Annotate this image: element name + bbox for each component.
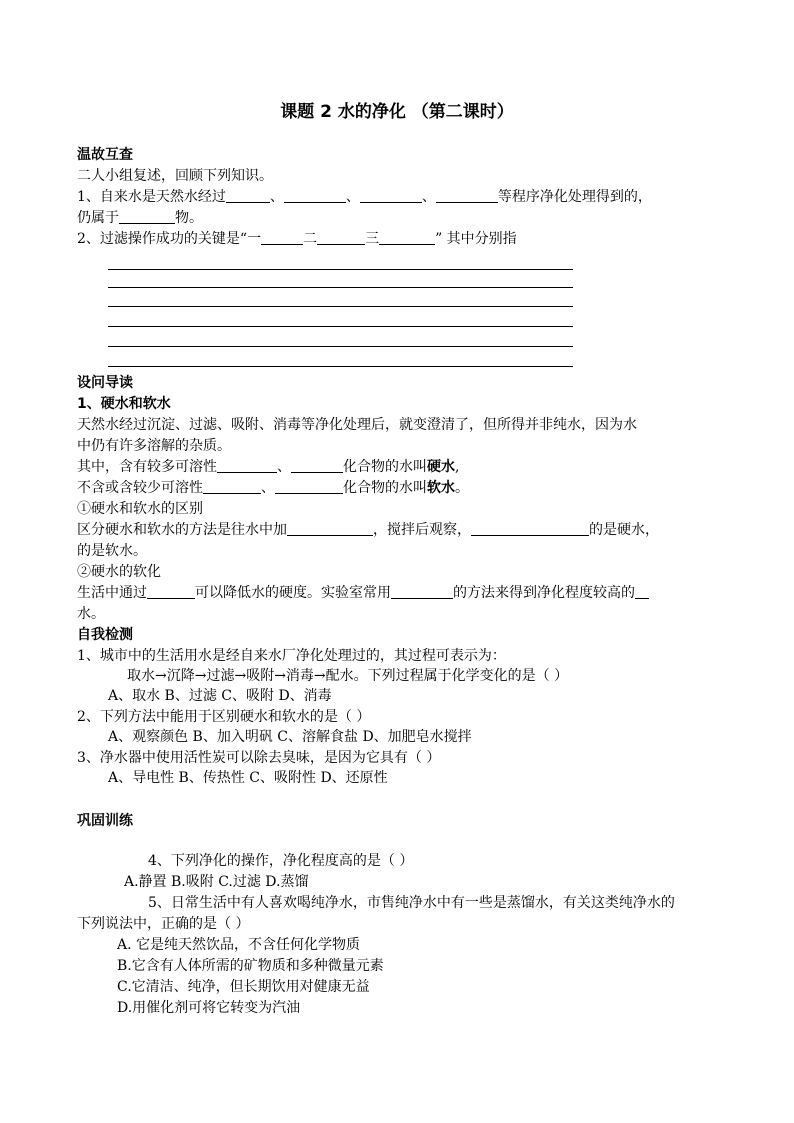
- distinguish-method: [77, 521, 659, 539]
- review-question-1: [77, 188, 652, 206]
- answer-blank[interactable]: [471, 521, 589, 536]
- softening-method: [77, 584, 649, 602]
- practice-q5-option-d[interactable]: D.用催化剂可将它转变为汽油: [117, 1000, 301, 1016]
- selfcheck-q3: 3、净水器中使用活性炭可以除去臭味，是因为它具有（ ）: [77, 750, 441, 766]
- answer-blank[interactable]: [291, 458, 343, 473]
- answer-blank[interactable]: [436, 188, 498, 203]
- hard-water-definition: [77, 458, 459, 476]
- q2-text-a: 2、过滤操作成功的关键是“一: [77, 231, 262, 247]
- guide-subheading: 1、硬水和软水: [77, 396, 171, 412]
- soft-water-term: 软水: [427, 480, 455, 496]
- page-title: 课题 2 水的净化 （第二课时）: [280, 102, 514, 122]
- q2-text-b: 二: [303, 231, 318, 247]
- answer-blank[interactable]: [360, 188, 422, 203]
- q1-text-a: 1、自来水是天然水经过: [77, 189, 226, 205]
- guide-paragraph-cont: 中仍有许多溶解的杂质。: [77, 438, 231, 454]
- answer-line[interactable]: [108, 346, 573, 347]
- answer-blank[interactable]: [284, 188, 346, 203]
- hard-text-a: 其中，含有较多可溶性: [77, 459, 217, 475]
- hard-water-term: 硬水: [427, 459, 455, 475]
- softening-method-cont: 水。: [77, 606, 105, 622]
- answer-line[interactable]: [108, 287, 573, 288]
- dist-text-a: 区分硬水和软水的方法是往水中加: [77, 522, 287, 538]
- answer-blank[interactable]: [119, 209, 175, 224]
- practice-q5-option-c[interactable]: C.它清洁、纯净，但长期饮用对健康无益: [117, 979, 370, 995]
- review-heading: 温故互查: [77, 147, 133, 163]
- practice-q4: 4、下列净化的操作，净化程度高的是（ ）: [148, 853, 414, 869]
- selfcheck-q1-process: 取水→沉降→过滤→吸附→消毒→配水。下列过程属于化学变化的是（ ）: [127, 668, 569, 684]
- selfcheck-q3-options[interactable]: A、导电性 B、传热性 C、吸附性 D、还原性: [108, 770, 388, 786]
- answer-blank[interactable]: [391, 584, 453, 599]
- answer-blank[interactable]: [379, 230, 435, 245]
- answer-blank[interactable]: [275, 479, 343, 494]
- dist-text-b: ，搅拌后观察，: [373, 522, 471, 538]
- section-hard-water-softening: ②硬水的软化: [77, 564, 161, 580]
- distinguish-method-cont: 的是软水。: [77, 543, 147, 559]
- soft-water-definition: [77, 479, 469, 497]
- q1-sep: 、: [345, 189, 360, 205]
- q1-text-c: 仍属于: [77, 210, 119, 226]
- hard-end: ,: [455, 459, 460, 475]
- answer-blank[interactable]: [287, 521, 373, 536]
- hard-text-b: 化合物的水叫: [343, 459, 427, 475]
- answer-line[interactable]: [108, 306, 573, 307]
- practice-q5-option-a[interactable]: A. 它是纯天然饮品，不含任何化学物质: [117, 937, 361, 953]
- practice-q5: 5、日常生活中有人喜欢喝纯净水，市售纯净水中有一些是蒸馏水，有关这类纯净水的: [148, 895, 675, 911]
- answer-line[interactable]: [108, 366, 573, 367]
- selfcheck-q2: 2、下列方法中能用于区别硬水和软水的是（ ）: [77, 709, 371, 725]
- practice-heading: 巩固训练: [77, 813, 133, 829]
- answer-blank[interactable]: [261, 230, 303, 245]
- selfcheck-heading: 自我检测: [77, 627, 133, 643]
- answer-line[interactable]: [108, 326, 573, 327]
- selfcheck-q2-options[interactable]: A、观察颜色 B、加入明矾 C、溶解食盐 D、加肥皂水搅拌: [108, 729, 472, 745]
- answer-line[interactable]: [108, 269, 573, 270]
- answer-blank[interactable]: [217, 458, 277, 473]
- hard-sep: 、: [277, 459, 291, 475]
- q2-text-d: ” 其中分别指: [435, 231, 517, 247]
- selfcheck-q1: 1、城市中的生活用水是经自来水厂净化处理过的，其过程可表示为：: [77, 648, 506, 664]
- answer-blank[interactable]: [147, 584, 195, 599]
- answer-blank[interactable]: [203, 479, 261, 494]
- q1-sep: 、: [269, 189, 284, 205]
- review-question-2: [77, 230, 517, 248]
- soft-text-b: 化合物的水叫: [343, 480, 427, 496]
- guide-heading: 设问导读: [77, 375, 133, 391]
- review-intro: 二人小组复述，回顾下列知识。: [77, 168, 273, 184]
- review-question-1-cont: [77, 209, 203, 227]
- q2-text-c: 三: [365, 231, 380, 247]
- practice-q5-cont: 下列说法中，正确的是（ ）: [77, 916, 250, 932]
- q1-text-b: 等程序净化处理得到的，: [497, 189, 652, 205]
- practice-q4-options[interactable]: A.静置 B.吸附 C.过滤 D.蒸馏: [124, 874, 309, 890]
- soften-text-b: 可以降低水的硬度。实验室常用: [195, 585, 391, 601]
- answer-blank[interactable]: [317, 230, 365, 245]
- soften-text-c: 的方法来得到净化程度较高的: [453, 585, 635, 601]
- q1-text-d: 物。: [175, 210, 203, 226]
- dist-text-c: 的是硬水，: [589, 522, 659, 538]
- q1-sep: 、: [421, 189, 436, 205]
- soft-end: 。: [455, 480, 469, 496]
- practice-q5-option-b[interactable]: B.它含有人体所需的矿物质和多种微量元素: [117, 958, 384, 974]
- guide-paragraph: 天然水经过沉淀、过滤、吸附、消毒等净化处理后，就变澄清了，但所得并非纯水，因为水: [77, 417, 637, 433]
- soften-text-a: 生活中通过: [77, 585, 147, 601]
- answer-blank[interactable]: [635, 584, 649, 599]
- section-hard-soft-difference: ①硬水和软水的区别: [77, 501, 203, 517]
- soft-text-a: 不含或含较少可溶性: [77, 480, 203, 496]
- soft-sep: 、: [261, 480, 275, 496]
- selfcheck-q1-options[interactable]: A、取水 B、过滤 C、吸附 D、消毒: [108, 688, 332, 704]
- answer-blank[interactable]: [226, 188, 270, 203]
